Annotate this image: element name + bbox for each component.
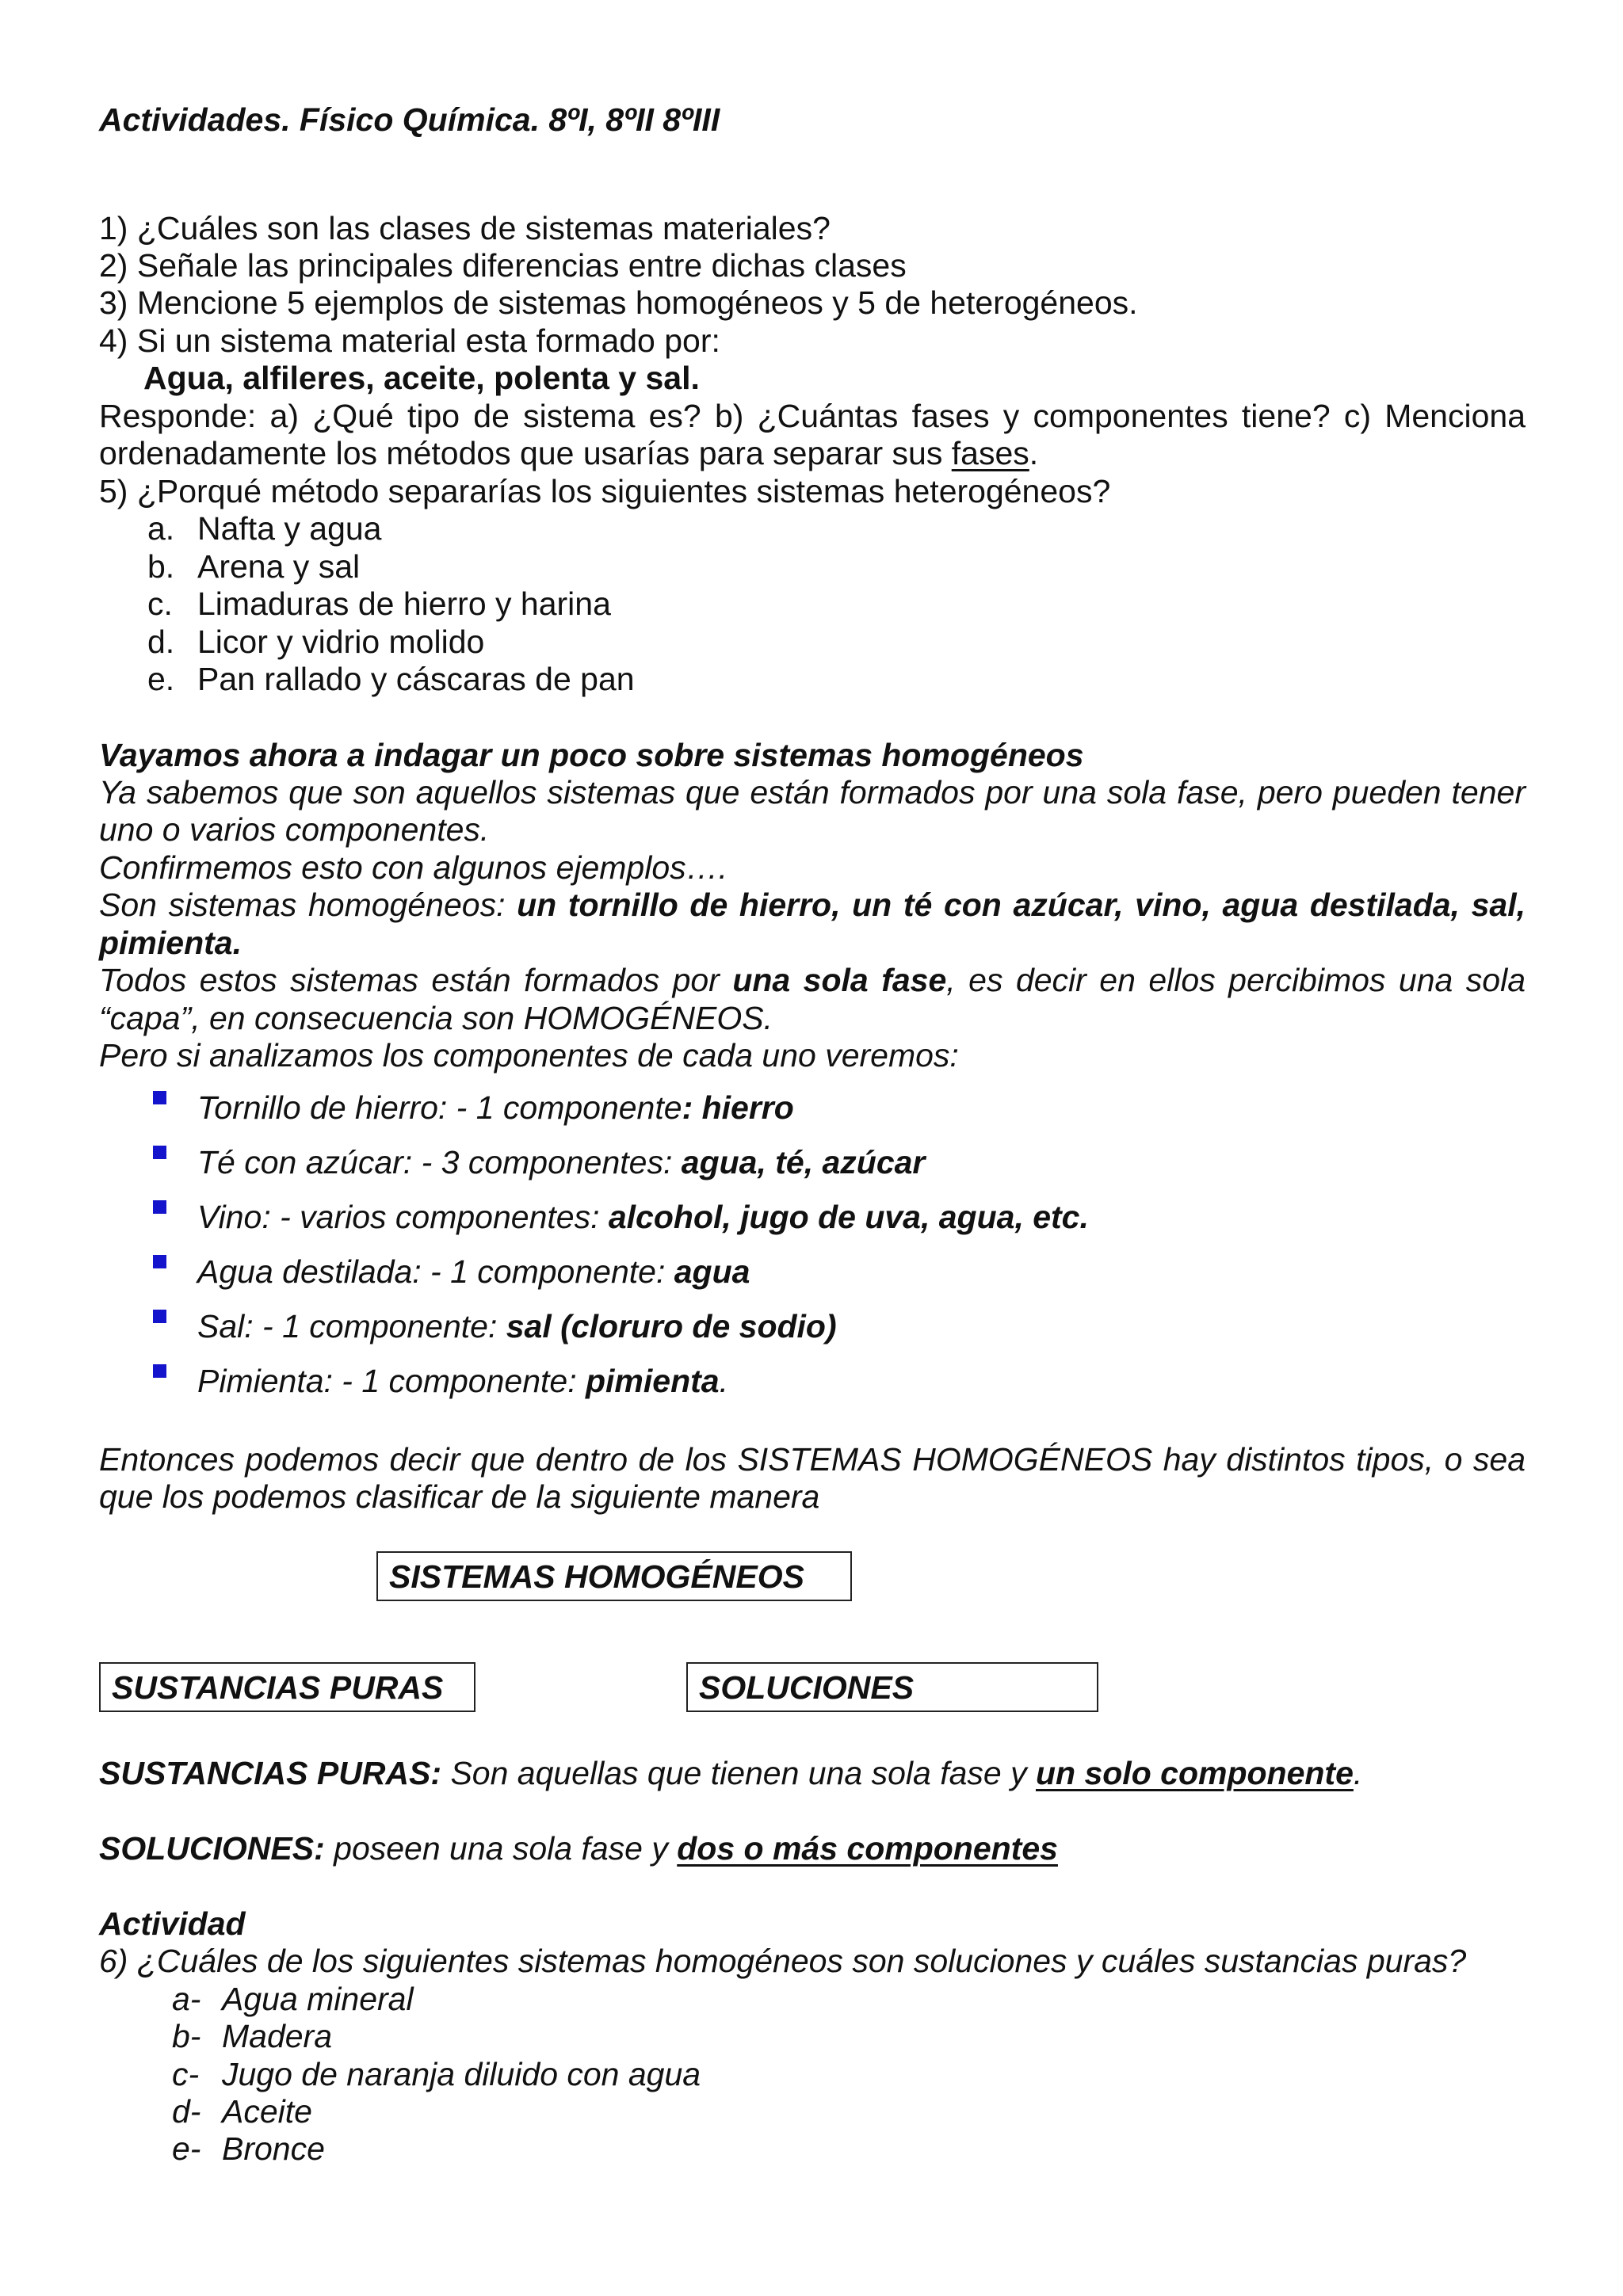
item-bold: sal (cloruro de sodio) [506, 1308, 837, 1344]
list-item: Aceite [222, 2093, 312, 2130]
paragraph-line [99, 964, 1526, 997]
question-4-respond-line1: Responde: a) ¿Qué tipo de sistema es? b) ¿Cuántas fases y componentes tiene? c) Menciona [99, 398, 1526, 434]
diagram-label: SUSTANCIAS PURAS [112, 1669, 444, 1706]
list-item: Agua mineral [222, 1981, 414, 2017]
list-item [197, 1310, 837, 1343]
definition-text: . [1353, 1755, 1363, 1791]
item-bold: agua, té, azúcar [681, 1144, 926, 1180]
activity-heading: Actividad [99, 1905, 246, 1942]
item-bold: pimienta [585, 1363, 720, 1399]
list-item: Jugo de naranja diluido con agua [222, 2056, 701, 2092]
list-item: Pan rallado y cáscaras de pan [197, 661, 635, 697]
list-item: Arena y sal [197, 548, 361, 585]
list-item: Bronce [222, 2130, 325, 2167]
item-bold: agua [674, 1253, 750, 1290]
list-item-letter: d- [172, 2093, 201, 2130]
diagram-box-top [376, 1551, 852, 1601]
question-4: 4) Si un sistema material esta formado por: [99, 322, 720, 359]
paragraph-line: Confirmemos esto con algunos ejemplos…. [99, 849, 728, 886]
list-item [197, 1253, 750, 1290]
paragraph-line: Pero si analizamos los componentes de cada uno veremos: [99, 1037, 959, 1074]
list-item [197, 1365, 728, 1398]
paragraph-line [99, 889, 1526, 921]
paragraph-line: Ya sabemos que son aquellos sistemas que están formados por una sola fase, pero pueden tener [99, 774, 1526, 810]
item-bold: alcohol, jugo de uva, agua, etc. [608, 1199, 1089, 1235]
item-text: Vino: - varios componentes: [197, 1199, 609, 1235]
definition-underlined: un solo componente [1035, 1755, 1354, 1791]
diagram-box-left [99, 1662, 475, 1712]
question-4-respond-line2 [99, 437, 1038, 470]
section-heading: Vayamos ahora a indagar un poco sobre sistemas homogéneos [99, 737, 1084, 773]
list-item [197, 1201, 1089, 1234]
list-item: Licor y vidrio molido [197, 624, 485, 660]
item-bold: : hierro [682, 1089, 794, 1126]
diagram-box-right [686, 1662, 1098, 1712]
list-item-letter: a. [147, 510, 175, 547]
list-item-letter: b- [172, 2018, 201, 2054]
paragraph-bold: una sola fase [732, 962, 947, 998]
list-item [197, 1146, 925, 1179]
respond-period: . [1029, 435, 1039, 471]
paragraph-text: Todos estos sistemas están formados por [99, 962, 733, 998]
definition-pure [99, 1757, 1362, 1790]
list-item-letter: c- [172, 2056, 200, 2092]
definition-underlined: dos o más componentes [677, 1830, 1058, 1867]
question-5: 5) ¿Porqué método separarías los siguientes sistemas heterogéneos? [99, 473, 1111, 509]
question-4-materials: Agua, alfileres, aceite, polenta y sal. [143, 360, 700, 396]
paragraph-bold: un tornillo de hierro, un té con azúcar, vino, agua destilada, sal, [517, 887, 1526, 923]
paragraph-line: Entonces podemos decir que dentro de los SISTEMAS HOMOGÉNEOS hay distintos tipos, o sea [99, 1441, 1526, 1478]
fases-underlined: fases [951, 435, 1029, 471]
question-2: 2) Señale las principales diferencias entre dichas clases [99, 247, 907, 284]
definition-term: SUSTANCIAS PURAS: [99, 1755, 442, 1791]
list-item-letter: e- [172, 2130, 201, 2167]
paragraph-line: “capa”, en consecuencia son HOMOGÉNEOS. [99, 1000, 773, 1036]
list-item [197, 1089, 794, 1126]
question-3: 3) Mencione 5 ejemplos de sistemas homogéneos y 5 de heterogéneos. [99, 284, 1138, 321]
list-item: Nafta y agua [197, 510, 382, 547]
respond-text: ordenadamente los métodos que usarías para separar sus [99, 435, 952, 471]
list-item: Limaduras de hierro y harina [197, 585, 611, 622]
list-item-letter: c. [147, 585, 173, 622]
diagram-label: SISTEMAS HOMOGÉNEOS [389, 1558, 804, 1595]
bullet-icon [153, 1310, 166, 1323]
paragraph-line: pimienta. [99, 925, 242, 961]
paragraph-text: Son sistemas homogéneos: [99, 887, 517, 923]
item-text: Té con azúcar: - 3 componentes: [197, 1144, 682, 1180]
bullet-icon [153, 1364, 166, 1378]
page-title: Actividades. Físico Química. 8ºI, 8ºII 8ºIII [99, 101, 720, 138]
list-item-letter: b. [147, 548, 175, 585]
paragraph-line: uno o varios componentes. [99, 811, 490, 848]
bullet-icon [153, 1200, 166, 1214]
definition-term: SOLUCIONES: [99, 1830, 325, 1867]
list-item-letter: d. [147, 624, 175, 660]
bullet-icon [153, 1091, 166, 1104]
item-text: . [719, 1363, 728, 1399]
item-text: Tornillo de hierro: - 1 componente [197, 1089, 682, 1126]
item-text: Sal: - 1 componente: [197, 1308, 506, 1344]
diagram-label: SOLUCIONES [699, 1669, 915, 1706]
question-6: 6) ¿Cuáles de los siguientes sistemas homogéneos son soluciones y cuáles sustancias puras? [99, 1943, 1467, 1979]
definition-text: Son aquellas que tienen una sola fase y [441, 1755, 1036, 1791]
item-text: Agua destilada: - 1 componente: [197, 1253, 674, 1290]
list-item-letter: a- [172, 1981, 201, 2017]
paragraph-text: , es decir en ellos percibimos una sola [946, 962, 1526, 998]
list-item-letter: e. [147, 661, 175, 697]
bullet-icon [153, 1146, 166, 1159]
definition-solutions [99, 1830, 1058, 1867]
list-item: Madera [222, 2018, 333, 2054]
item-text: Pimienta: - 1 componente: [197, 1363, 586, 1399]
definition-text: poseen una sola fase y [324, 1830, 678, 1867]
question-1: 1) ¿Cuáles son las clases de sistemas materiales? [99, 210, 831, 246]
paragraph-line: que los podemos clasificar de la siguiente manera [99, 1478, 820, 1515]
bullet-icon [153, 1255, 166, 1268]
